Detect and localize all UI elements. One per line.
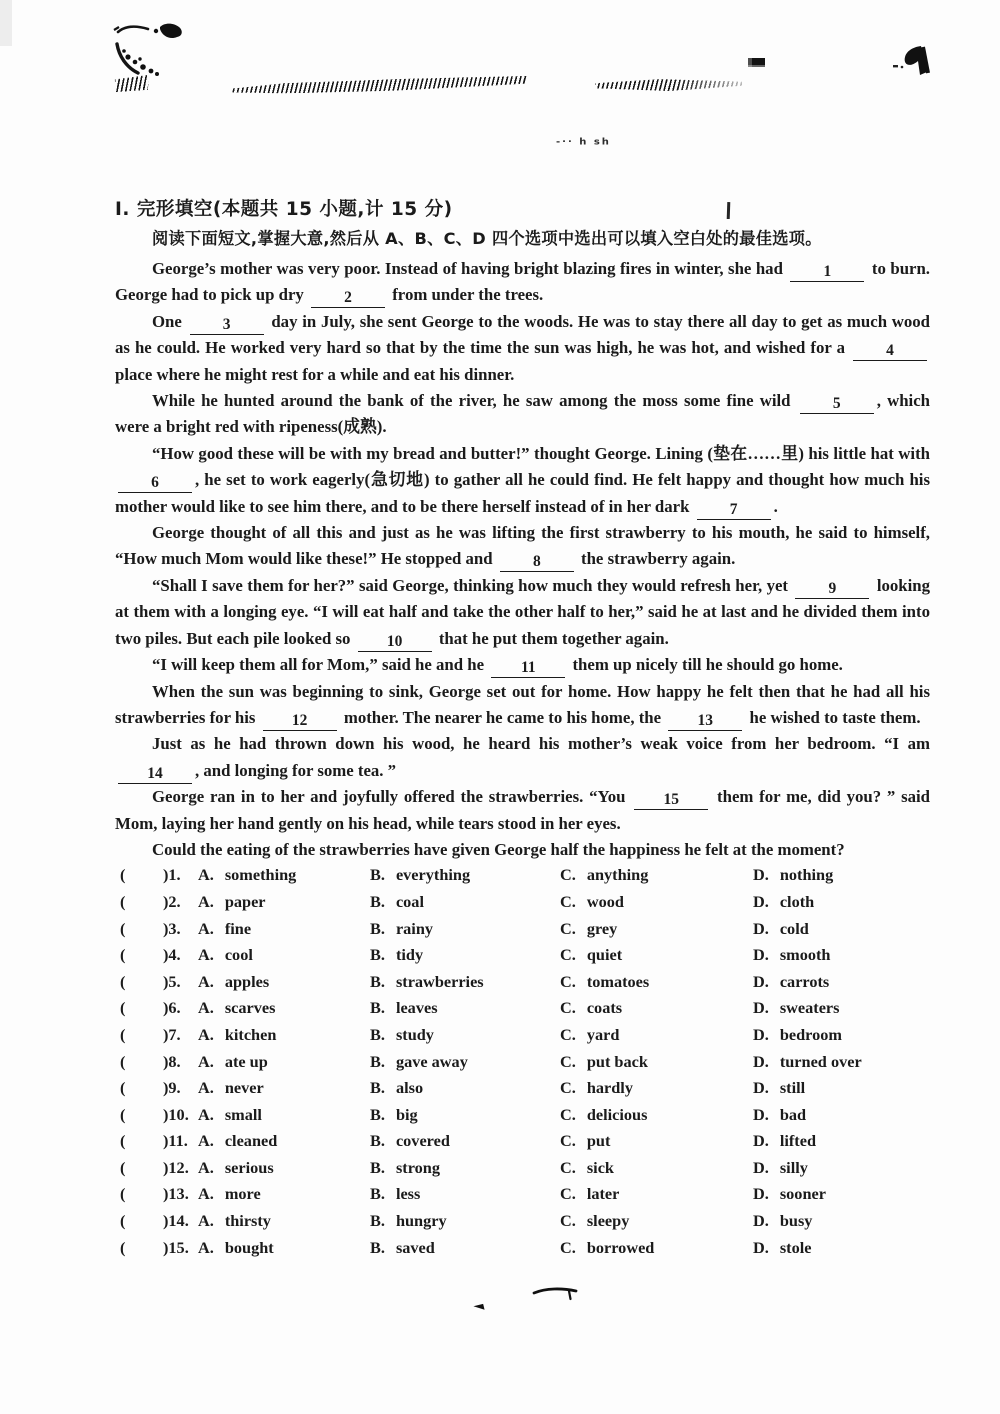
cloze-blank-2: 2 — [311, 290, 385, 308]
option-label: D. — [753, 1184, 769, 1204]
question-row-10 — [115, 1105, 930, 1132]
option-label: B. — [370, 1024, 385, 1044]
option-text: lifted — [779, 1131, 816, 1151]
option-label: B. — [370, 891, 385, 911]
answer-bracket: ( — [120, 1211, 126, 1231]
option-a — [198, 1052, 370, 1072]
passage-paragraph-7: “I will keep them all for Mom,” said he and he 11 them up nicely till he should go home. — [152, 655, 843, 677]
passage — [115, 256, 930, 863]
option-text: cool — [224, 945, 253, 965]
option-text: nothing — [779, 865, 834, 885]
option-c — [560, 919, 753, 939]
option-b — [370, 972, 560, 992]
option-d — [753, 1158, 930, 1178]
option-b — [370, 1105, 560, 1125]
passage-paragraph-5: George thought of all this and just as he was lifting the first strawberry to his mouth, he said to himself, “How much Mom would like these!” He stopped and 8 the strawberry again. — [115, 523, 930, 571]
option-a — [198, 1211, 370, 1231]
option-c — [560, 1238, 753, 1258]
cloze-blank-10: 10 — [358, 634, 432, 652]
option-b — [370, 1025, 560, 1045]
option-text: paper — [224, 891, 266, 911]
option-c — [560, 1105, 753, 1125]
option-a — [198, 865, 370, 885]
option-a — [198, 1131, 370, 1151]
option-text: silly — [779, 1157, 808, 1177]
scan-artifact-hatch-band-left — [231, 76, 529, 94]
option-label: B. — [370, 971, 385, 991]
question-number: )5. — [163, 971, 181, 991]
scan-artifact-ink-scribble — [110, 20, 194, 82]
option-c — [560, 865, 753, 885]
option-label: A. — [198, 1024, 214, 1044]
option-c — [560, 1078, 753, 1098]
option-text: busy — [779, 1211, 813, 1231]
option-b — [370, 1238, 560, 1258]
option-text: small — [224, 1104, 262, 1124]
option-text: quiet — [586, 945, 623, 965]
cloze-blank-13: 13 — [668, 713, 742, 731]
option-text: serious — [224, 1157, 274, 1177]
option-text: grey — [586, 918, 618, 938]
question-row-14 — [115, 1211, 930, 1238]
question-number: )9. — [163, 1078, 181, 1098]
option-text: stole — [779, 1237, 812, 1257]
option-label: B. — [370, 1211, 385, 1231]
question-row-7 — [115, 1025, 930, 1052]
question-row-9 — [115, 1078, 930, 1105]
option-text: coats — [586, 998, 623, 1018]
option-label: C. — [560, 1104, 576, 1124]
option-label: C. — [560, 918, 576, 938]
option-c — [560, 1131, 753, 1151]
question-row-8 — [115, 1052, 930, 1079]
option-text: wood — [586, 891, 624, 911]
option-b — [370, 1131, 560, 1151]
option-d — [753, 865, 930, 885]
option-a — [198, 919, 370, 939]
cloze-blank-15: 15 — [634, 792, 708, 810]
cloze-blank-5: 5 — [800, 396, 874, 414]
option-d — [753, 1184, 930, 1204]
option-label: A. — [198, 1237, 214, 1257]
scan-artifact-hook-mark — [893, 44, 931, 82]
option-c — [560, 998, 753, 1018]
option-text: bedroom — [779, 1024, 842, 1044]
option-label: A. — [198, 1051, 214, 1071]
option-label: A. — [198, 891, 214, 911]
option-label: C. — [560, 1211, 576, 1231]
option-text: rainy — [395, 918, 434, 938]
option-c — [560, 892, 753, 912]
answer-bracket: ( — [120, 945, 126, 965]
answer-bracket: ( — [120, 1078, 126, 1098]
answer-bracket: ( — [120, 1184, 126, 1204]
option-text: saved — [395, 1237, 435, 1257]
option-text: fine — [224, 918, 252, 938]
cloze-blank-11: 11 — [491, 660, 565, 678]
question-number: )6. — [163, 998, 181, 1018]
option-label: D. — [753, 865, 769, 885]
option-label: C. — [560, 1078, 576, 1098]
question-number: )3. — [163, 918, 181, 938]
option-label: C. — [560, 971, 576, 991]
option-b — [370, 1158, 560, 1178]
option-text: never — [224, 1078, 264, 1098]
cloze-blank-1: 1 — [790, 264, 864, 282]
option-label: B. — [370, 998, 385, 1018]
option-label: C. — [560, 865, 576, 885]
option-text: turned over — [779, 1051, 862, 1071]
option-label: D. — [753, 1157, 769, 1177]
option-text: study — [395, 1024, 434, 1044]
option-text: hardly — [586, 1078, 633, 1098]
passage-paragraph-10: George ran in to her and joyfully offered the strawberries. “You 15 them for me, did you? ” said Mom, laying her hand gently on his head, while tears stood in her eyes. — [115, 787, 930, 833]
option-text: carrots — [779, 971, 830, 991]
option-text: sooner — [779, 1184, 826, 1204]
option-label: A. — [198, 918, 214, 938]
option-label: B. — [370, 1051, 385, 1071]
section-instructions: 阅读下面短文,掌握大意,然后从 A、B、C、D 四个选项中选出可以填入空白处的最佳选项。 — [152, 229, 822, 248]
option-label: B. — [370, 918, 385, 938]
cloze-blank-9: 9 — [795, 581, 869, 599]
cloze-blank-6: 6 — [118, 475, 192, 493]
question-row-2 — [115, 892, 930, 919]
question-number: )10. — [163, 1104, 189, 1124]
option-a — [198, 1158, 370, 1178]
option-label: A. — [198, 1078, 214, 1098]
option-b — [370, 892, 560, 912]
question-number: )8. — [163, 1051, 181, 1071]
option-d — [753, 892, 930, 912]
option-b — [370, 998, 560, 1018]
option-label: B. — [370, 865, 385, 885]
option-text: anything — [586, 865, 649, 885]
option-text: kitchen — [224, 1024, 277, 1044]
option-text: delicious — [586, 1104, 648, 1124]
option-text: apples — [224, 971, 270, 991]
option-text: cold — [779, 918, 809, 938]
option-label: A. — [198, 971, 214, 991]
option-text: bad — [779, 1104, 807, 1124]
answer-bracket: ( — [120, 1051, 126, 1071]
question-number: )15. — [163, 1237, 189, 1257]
option-text: something — [224, 865, 297, 885]
option-d — [753, 919, 930, 939]
option-text: tomatoes — [586, 971, 650, 991]
answer-bracket: ( — [120, 1131, 126, 1151]
question-number: )4. — [163, 945, 181, 965]
question-number: )13. — [163, 1184, 189, 1204]
passage-paragraph-8: When the sun was beginning to sink, George set out for home. How happy he felt then that he had all his strawberries for his 12 mother. The nearer he came to his home, the 13 he wished to taste them. — [115, 681, 930, 729]
question-row-13 — [115, 1184, 930, 1211]
option-label: B. — [370, 945, 385, 965]
answer-bracket: ( — [120, 1157, 126, 1177]
cloze-blank-14: 14 — [118, 766, 192, 784]
option-d — [753, 1052, 930, 1072]
option-a — [198, 972, 370, 992]
section-title: Ⅰ. 完形填空(本题共 15 小题,计 15 分) — [115, 199, 453, 220]
option-text: big — [395, 1104, 418, 1124]
option-label: D. — [753, 945, 769, 965]
option-d — [753, 945, 930, 965]
answer-bracket: ( — [120, 1237, 126, 1257]
option-a — [198, 945, 370, 965]
cloze-blank-7: 7 — [697, 502, 771, 520]
cloze-blank-12: 12 — [263, 713, 337, 731]
option-c — [560, 945, 753, 965]
answer-bracket: ( — [120, 1024, 126, 1044]
option-label: B. — [370, 1237, 385, 1257]
option-label: C. — [560, 945, 576, 965]
option-text: put — [586, 1131, 611, 1151]
option-label: D. — [753, 1104, 769, 1124]
option-label: D. — [753, 1078, 769, 1098]
answer-bracket: ( — [120, 1104, 126, 1124]
option-b — [370, 865, 560, 885]
passage-paragraph-3: While he hunted around the bank of the river, he saw among the moss some fine wild 5 , which were a bright red with ripeness(成熟). — [115, 391, 930, 437]
option-label: B. — [370, 1184, 385, 1204]
option-label: D. — [753, 971, 769, 991]
option-label: A. — [198, 1157, 214, 1177]
option-label: C. — [560, 891, 576, 911]
question-number: )11. — [163, 1131, 188, 1151]
scan-shadow-corner — [0, 0, 12, 46]
option-label: C. — [560, 1157, 576, 1177]
option-a — [198, 1184, 370, 1204]
question-number: )12. — [163, 1157, 189, 1177]
option-text: put back — [586, 1051, 648, 1071]
question-row-1 — [115, 865, 930, 892]
option-b — [370, 1052, 560, 1072]
option-text: also — [395, 1078, 424, 1098]
option-label: D. — [753, 1024, 769, 1044]
passage-paragraph-4: “How good these will be with my bread and butter!” thought George. Lining (垫在……里) his little hat with 6 , he set to work eagerly(急切地) to gather all he could find. He felt happy and thought how much his mother would like to see him there, and to be there herself instead of in her dark 7 . — [115, 443, 930, 518]
question-number: )1. — [163, 865, 181, 885]
option-label: B. — [370, 1157, 385, 1177]
option-text: smooth — [779, 945, 831, 965]
option-label: A. — [198, 945, 214, 965]
option-text: scarves — [224, 998, 276, 1018]
passage-paragraph-1: George’s mother was very poor. Instead of having bright blazing fires in winter, she had 1 to burn. George had to pick up dry 2 from under the trees. — [115, 259, 931, 307]
option-label: C. — [560, 1051, 576, 1071]
option-label: B. — [370, 1104, 385, 1124]
option-text: strong — [395, 1157, 440, 1177]
option-label: C. — [560, 1237, 576, 1257]
option-label: A. — [198, 1184, 214, 1204]
question-row-3 — [115, 919, 930, 946]
question-row-12 — [115, 1158, 930, 1185]
option-label: C. — [560, 1184, 576, 1204]
option-text: cloth — [779, 891, 815, 911]
option-d — [753, 1238, 930, 1258]
question-row-15 — [115, 1238, 930, 1265]
scan-artifact-dark-chip — [748, 58, 765, 67]
option-text: thirsty — [224, 1211, 271, 1231]
option-c — [560, 1184, 753, 1204]
option-d — [753, 1078, 930, 1098]
option-text: ate up — [224, 1051, 268, 1071]
option-b — [370, 945, 560, 965]
option-d — [753, 1105, 930, 1125]
option-text: covered — [395, 1131, 450, 1151]
option-text: hungry — [395, 1211, 447, 1231]
answer-bracket: ( — [120, 865, 126, 885]
option-c — [560, 1158, 753, 1178]
option-a — [198, 892, 370, 912]
option-c — [560, 1025, 753, 1045]
option-text: less — [395, 1184, 421, 1204]
cloze-blank-4: 4 — [853, 343, 927, 361]
option-text: strawberries — [395, 971, 484, 991]
option-label: D. — [753, 998, 769, 1018]
option-text: tidy — [395, 945, 424, 965]
option-text: cleaned — [224, 1131, 278, 1151]
question-number: )14. — [163, 1211, 189, 1231]
cloze-blank-8: 8 — [500, 554, 574, 572]
option-d — [753, 1131, 930, 1151]
option-text: leaves — [395, 998, 438, 1018]
option-text: everything — [395, 865, 471, 885]
option-d — [753, 1211, 930, 1231]
options-table — [115, 865, 930, 1264]
option-text: yard — [586, 1024, 620, 1044]
option-text: coal — [395, 891, 424, 911]
option-label: A. — [198, 865, 214, 885]
option-text: more — [224, 1184, 261, 1204]
scan-artifact-hatch-band-right — [595, 78, 742, 91]
option-b — [370, 1184, 560, 1204]
option-text: borrowed — [586, 1237, 655, 1257]
option-d — [753, 998, 930, 1018]
option-text: bought — [224, 1237, 274, 1257]
question-row-4 — [115, 945, 930, 972]
option-text: later — [586, 1184, 620, 1204]
scan-artifact-smudge-text: -·· h sh — [556, 137, 611, 148]
question-row-11 — [115, 1131, 930, 1158]
passage-paragraph-11: Could the eating of the strawberries have given George half the happiness he felt at the moment? — [152, 839, 845, 859]
question-number: )7. — [163, 1024, 181, 1044]
option-label: D. — [753, 891, 769, 911]
option-label: C. — [560, 1131, 576, 1151]
option-d — [753, 972, 930, 992]
answer-bracket: ( — [120, 918, 126, 938]
option-c — [560, 972, 753, 992]
question-row-5 — [115, 972, 930, 999]
option-text: sweaters — [779, 998, 840, 1018]
option-label: A. — [198, 998, 214, 1018]
option-label: D. — [753, 1131, 769, 1151]
exam-content — [115, 197, 930, 1264]
option-label: D. — [753, 918, 769, 938]
scan-artifact-tiny-arrow — [473, 1304, 484, 1312]
option-b — [370, 919, 560, 939]
scan-artifact-bottom-stroke — [532, 1284, 580, 1304]
option-label: C. — [560, 998, 576, 1018]
option-label: A. — [198, 1131, 214, 1151]
option-label: D. — [753, 1211, 769, 1231]
option-a — [198, 1238, 370, 1258]
option-label: D. — [753, 1237, 769, 1257]
passage-paragraph-6: “Shall I save them for her?” said George, thinking how much they would refresh her, yet 9 looking at them with a longing eye. “I will eat half and take the other half to her,” said he at last and he divided them into two piles. But each pile looked so 10 that he put them together again. — [115, 575, 930, 650]
option-c — [560, 1211, 753, 1231]
option-a — [198, 998, 370, 1018]
option-a — [198, 1078, 370, 1098]
option-label: B. — [370, 1078, 385, 1098]
option-b — [370, 1078, 560, 1098]
option-text: sick — [586, 1157, 614, 1177]
option-label: A. — [198, 1211, 214, 1231]
passage-paragraph-9: Just as he had thrown down his wood, he heard his mother’s weak voice from her bedroom. “I am 14 , and longing for some tea. ” — [115, 731, 930, 784]
option-text: still — [779, 1078, 806, 1098]
option-b — [370, 1211, 560, 1231]
option-text: sleepy — [586, 1211, 630, 1231]
option-label: C. — [560, 1024, 576, 1044]
passage-paragraph-2: One 3 day in July, she sent George to the woods. He was to stay there all day to get as much wood as he could. He worked very hard so that by the time the sun was high, he was hot, and wished for a 4 place where he might rest for a while and eat his dinner. — [115, 311, 931, 384]
option-d — [753, 1025, 930, 1045]
answer-bracket: ( — [120, 971, 126, 991]
option-text: gave away — [395, 1051, 468, 1071]
answer-bracket: ( — [120, 998, 126, 1018]
option-a — [198, 1105, 370, 1125]
option-label: B. — [370, 1131, 385, 1151]
option-c — [560, 1052, 753, 1072]
option-label: D. — [753, 1051, 769, 1071]
question-row-6 — [115, 998, 930, 1025]
question-number: )2. — [163, 891, 181, 911]
cloze-blank-3: 3 — [190, 317, 264, 335]
option-a — [198, 1025, 370, 1045]
answer-bracket: ( — [120, 891, 126, 911]
option-label: A. — [198, 1104, 214, 1124]
